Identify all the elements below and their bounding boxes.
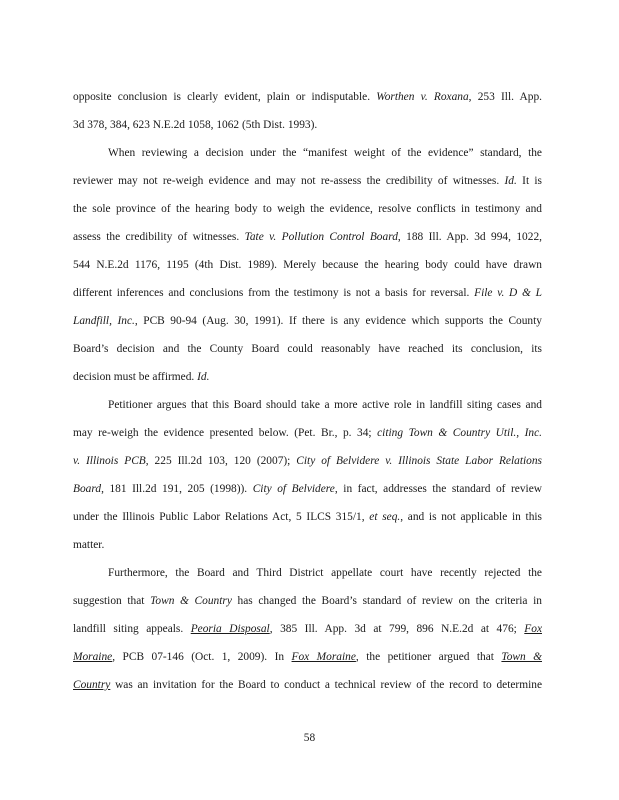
text-run: , 253 Ill. App.: [468, 91, 542, 103]
text-line: [73, 594, 542, 608]
text-run: was an invitation for the Board to conduct a technical review of the record to determine: [110, 679, 542, 691]
text-run: 3d 378, 384, 623 N.E.2d 1058, 1062 (5th Dist. 1993).: [73, 119, 318, 131]
text-run: , and is not applicable in this: [400, 511, 542, 523]
text-run: landfill siting appeals.: [73, 623, 191, 635]
text-run: , PCB 07-146 (Oct. 1, 2009). In: [112, 651, 292, 663]
text-line: [73, 314, 542, 328]
text-run: has changed the Board’s standard of review on the criteria in: [231, 595, 542, 607]
text-line: [73, 342, 542, 356]
citation-text: Country: [73, 679, 111, 691]
text-run: under the Illinois Public Labor Relations Act, 5 ILCS 315/1,: [73, 511, 370, 523]
citation-text: Moraine: [73, 651, 113, 663]
text-line: [73, 454, 542, 468]
citation-text: Town &: [501, 651, 542, 663]
text-run: Furthermore, the Board and Third District appellate court have recently rejected the: [108, 567, 542, 579]
text-line: [108, 398, 542, 412]
text-run: different inferences and conclusions from the testimony is not a basis for reversal.: [73, 287, 475, 299]
citation-text: City of Belvidere v. Illinois State Labor Relations: [296, 455, 542, 467]
text-run: Board’s decision and the County Board could reasonably have reached its conclusion, its: [73, 343, 542, 355]
citation-text: Peoria Disposal: [190, 623, 270, 635]
text-line: [73, 426, 542, 440]
text-line: [73, 202, 542, 216]
citation-text: City of Belvidere: [252, 483, 335, 495]
citation-text: Board: [73, 483, 102, 495]
citation-text: Town & Country: [150, 595, 232, 607]
text-run: , 188 Ill. App. 3d 994, 1022,: [397, 231, 542, 243]
citation-text: Tate v. Pollution Control Board: [244, 231, 398, 243]
citation-text: Worthen v. Roxana: [376, 91, 469, 103]
text-run: opposite conclusion is clearly evident, plain or indisputable.: [73, 91, 377, 103]
text-run: Petitioner argues that this Board should take a more active role in landfill siting cases and: [108, 399, 542, 411]
text-line: [73, 622, 542, 636]
page-number: 58: [303, 732, 316, 744]
text-run: reviewer may not re-weigh evidence and may not re-assess the credibility of witnesses.: [73, 175, 505, 187]
text-line: [73, 482, 542, 496]
citation-text: citing Town & Country Util., Inc.: [377, 427, 542, 439]
text-run: 544 N.E.2d 1176, 1195 (4th Dist. 1989). Merely because the hearing body could have drawn: [73, 259, 542, 271]
text-line: [108, 146, 542, 160]
text-line: [73, 258, 542, 272]
text-run: When reviewing a decision under the “manifest weight of the evidence” standard, the: [108, 147, 542, 159]
text-line: [73, 538, 542, 552]
text-run: decision must be affirmed.: [73, 371, 198, 383]
text-run: may re-weigh the evidence presented below. (Pet. Br., p. 34;: [73, 427, 378, 439]
citation-text: Landfill, Inc.: [73, 315, 135, 327]
text-run: , 225 Ill.2d 103, 120 (2007);: [145, 455, 297, 467]
citation-text: Id.: [504, 175, 517, 187]
citation-text: Fox Moraine: [291, 651, 356, 663]
text-line: [73, 650, 542, 664]
citation-text: Id.: [197, 371, 210, 383]
text-run: , 385 Ill. App. 3d at 799, 896 N.E.2d at 476;: [269, 623, 525, 635]
text-run: assess the credibility of witnesses.: [73, 231, 245, 243]
text-run: suggestion that: [73, 595, 151, 607]
text-run: , in fact, addresses the standard of review: [334, 483, 542, 495]
text-run: , 181 Ill.2d 191, 205 (1998)).: [101, 483, 253, 495]
citation-text: File v. D & L: [474, 287, 542, 299]
text-line: [73, 510, 542, 524]
text-run: , the petitioner argued that: [355, 651, 502, 663]
text-line: [73, 118, 542, 132]
text-run: , PCB 90-94 (Aug. 30, 1991). If there is any evidence which supports the County: [134, 315, 542, 327]
text-line: [73, 678, 542, 692]
text-run: the sole province of the hearing body to weigh the evidence, resolve conflicts in testimony and: [73, 203, 542, 215]
text-line: [73, 90, 542, 104]
text-line: [73, 230, 542, 244]
text-line: [73, 286, 542, 300]
citation-text: et seq.: [369, 511, 401, 523]
text-run: matter.: [73, 539, 105, 551]
text-line: [108, 566, 542, 580]
text-line: [73, 370, 542, 384]
citation-text: Fox: [524, 623, 542, 635]
citation-text: v. Illinois PCB: [73, 455, 146, 467]
text-run: It is: [516, 175, 542, 187]
text-line: [73, 174, 542, 188]
